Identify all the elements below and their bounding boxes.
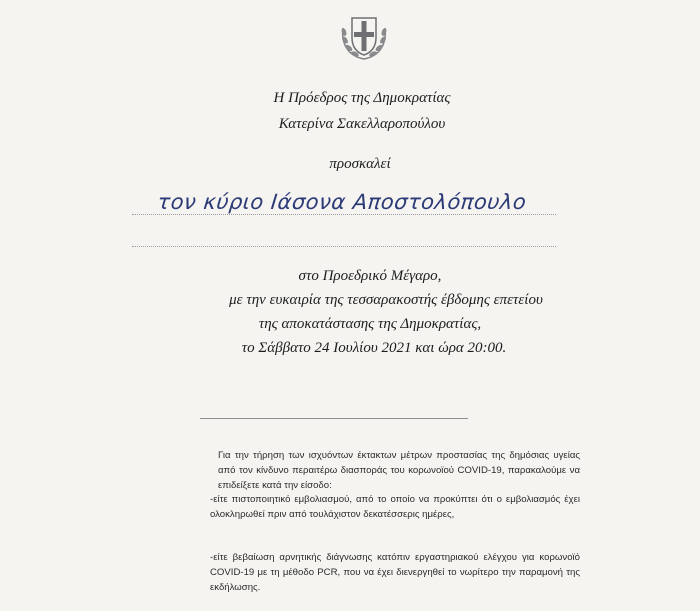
covid-notice-pcr: -είτε βεβαίωση αρνητικής διάγνωσης κατόπιν εργαστηριακού ελέγχου για κορωνοϊό COVID-19 με τη μέθοδο PCR, που να έχει διενεργηθεί το νωρίτερο την παραμονή της εκδήλωσης. [210, 552, 580, 593]
invites-label: προσκαλεί [329, 156, 391, 172]
covid-notice-intro: Για την τήρηση των ισχυόντων έκτακτων μέτρων προστασίας της δημόσιας υγείας από τον κίνδυνο περαιτέρω διασποράς του κορωνοϊού COVID-19, παρακαλούμε να επιδείξετε κατά την είσοδο: [218, 450, 580, 491]
invitee-name: τον κύριο Ιάσονα Αποστολόπουλο [156, 190, 528, 214]
venue-line: στο Προεδρικό Μέγαρο, [298, 268, 442, 284]
occasion-line-2: της αποκατάστασης της Δημοκρατίας, [258, 316, 482, 332]
divider [200, 418, 468, 419]
invitee-line [132, 214, 556, 215]
covid-notice-vaccination: -είτε πιστοποιητικό εμβολιασμού, από το οποίο να προκύπτει ότι ο εμβολιασμός έχει ολοκληρωθεί πριν από τουλάχιστον δεκατέσσερις ημέρες, [210, 494, 580, 520]
date-time-line: το Σάββατο 24 Ιουλίου 2021 και ώρα 20:00. [241, 340, 507, 356]
occasion-line: με την ευκαιρία της τεσσαρακοστής έβδομης επετείου [229, 292, 543, 308]
greek-coat-of-arms-icon [336, 8, 392, 62]
blank-line [132, 246, 556, 247]
presidency-title: Η Πρόεδρος της Δημοκρατίας [273, 90, 451, 106]
president-name: Κατερίνα Σακελλαροπούλου [278, 116, 446, 132]
